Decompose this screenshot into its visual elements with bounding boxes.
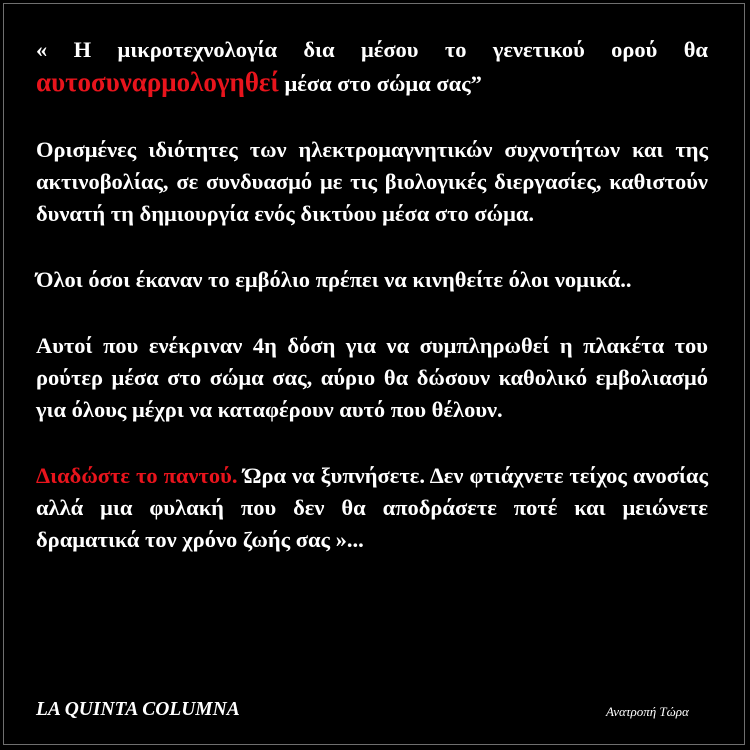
paragraph-1-start: « Η μικροτεχνολογία δια μέσου το γενετικού ορού θα (36, 37, 708, 62)
call-to-action: Διαδώστε το παντού. (36, 463, 238, 488)
paragraph-1-end: μέσα στο σώμα σας” (278, 71, 482, 96)
highlight-word: αυτοσυναρμολογηθεί (36, 67, 279, 97)
paragraph-2: Ορισμένες ιδιότητες των ηλεκτρομαγνητικών συχνοτήτων και της ακτινοβολίας, σε συνδυασμό με τις βιολογικές διεργασίες, καθιστούν δυνατή τη δημιουργία ενός δικτύου μέσα στο σώμα. (36, 137, 708, 226)
quote-body (36, 34, 708, 590)
paragraph-5 (36, 460, 708, 556)
paragraph-3: Όλοι όσοι έκαναν το εμβόλιο πρέπει να κινηθείτε όλοι νομικά.. (36, 267, 632, 292)
paragraph-5-rest: Ώρα να ξυπνήσετε. Δεν φτιάχνετε τείχος ανοσίας αλλά μια φυλακή που δεν θα αποδράσετε ποτέ και μειώνετε δραματικά τον χρόνο ζωής σας »... (36, 463, 708, 552)
paragraph-4: Αυτοί που ενέκριναν 4η δόση για να συμπληρωθεί η πλακέτα του ρούτερ μέσα στο σώμα σας, αύριο θα δώσουν καθολικό εμβολιασμό για όλους μέχρι να καταφέρουν αυτό που θέλουν. (36, 333, 708, 422)
paragraph-1 (36, 34, 708, 100)
source-credit: LA QUINTA COLUMNA (36, 699, 240, 720)
watermark-text: Ανατροπή Τώρα (606, 704, 689, 719)
